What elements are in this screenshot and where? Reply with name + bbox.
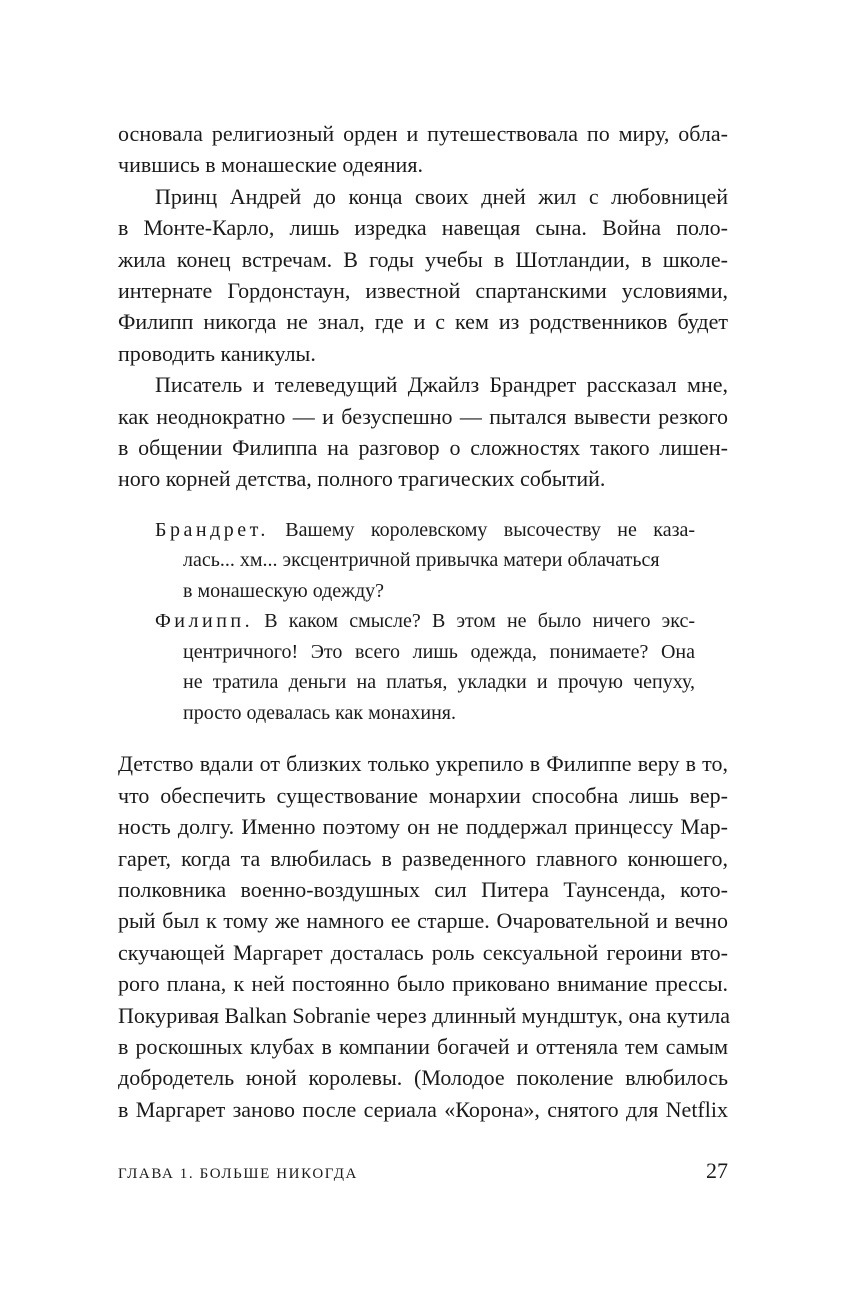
page-footer	[118, 1158, 728, 1184]
speaker-name: Брандрет.	[155, 518, 269, 541]
text-line: добродетель юной королевы. (Молодое поколение влюбилось	[118, 1065, 728, 1091]
text-line: ность долгу. Именно поэтому он не поддержал принцессу Мар-	[118, 814, 728, 840]
dialogue-continuation	[183, 637, 695, 729]
text-line: Писатель и телеведущий Джайлз Брандрет рассказал мне,	[155, 372, 728, 398]
text-line: жила конец встречам. В годы учебы в Шотландии, в школе-	[118, 246, 728, 272]
text-line: в общении Филиппа на разговор о сложностях такого лишен-	[118, 435, 728, 461]
dialogue-line: лась... хм... эксцентричной привычка матери облачаться	[183, 549, 660, 572]
running-head: ГЛАВА 1. БОЛЬШЕ НИКОГДА	[118, 1166, 358, 1182]
speaker-name: Филипп.	[155, 610, 254, 633]
paragraph	[118, 118, 728, 181]
text-line: скучающей Маргарет досталась роль сексуальной героини вто-	[118, 939, 728, 965]
text-line: рого плана, к ней постоянно было приковано внимание прессы.	[118, 971, 728, 997]
dialogue-entry	[155, 606, 695, 728]
text-line: полковника военно-воздушных сил Питера Таунсенда, кото-	[118, 877, 728, 902]
dialogue-line	[155, 606, 695, 637]
text-line: что обеспечить существование монархии способна лишь вер-	[118, 782, 728, 808]
dialogue-block	[155, 515, 695, 729]
text-line: проводить каникулы.	[118, 340, 316, 366]
dialogue-line: просто одевалась как монахиня.	[183, 701, 456, 724]
dialogue-line: не тратила деньги на платья, укладки и прочую чепуху,	[183, 671, 695, 694]
body-text	[118, 118, 731, 1125]
paragraph	[118, 181, 728, 369]
text-line: в Маргарет заново после сериала «Корона», снятого для Netflix	[118, 1096, 728, 1122]
text-line: гарет, когда та влюбилась в разведенного главного конюшего,	[118, 845, 728, 871]
page-number: 27	[706, 1158, 728, 1183]
paragraph	[118, 748, 731, 1125]
paragraph	[118, 369, 728, 495]
dialogue-entry	[155, 515, 695, 607]
text-line: как неоднократно — и безуспешно — пытался вывести резкого	[118, 403, 728, 429]
dialogue-line	[155, 515, 695, 546]
dialogue-line: центричного! Это всего лишь одежда, понимаете? Она	[183, 640, 695, 663]
text-line: Детство вдали от близких только укрепило в Филиппе веру в то,	[118, 751, 728, 777]
text-line: Принц Андрей до конца своих дней жил с любовницей	[155, 183, 728, 209]
text-line: Филипп никогда не знал, где и с кем из родственников будет	[118, 309, 728, 335]
dialogue-text: В каком смысле? В этом не было ничего экс-	[264, 610, 695, 633]
text-line: чившись в монашеские одеяния.	[118, 152, 423, 178]
text-line: Покуривая Balkan Sobranie через длинный мундштук, она кутила	[118, 1002, 731, 1028]
text-line: в роскошных клубах в компании богачей и оттеняла тем самым	[118, 1034, 728, 1060]
spacer	[118, 728, 728, 748]
text-line: основала религиозный орден и путешествовала по миру, обла-	[118, 121, 728, 146]
dialogue-line: в монашескую одежду?	[183, 579, 385, 602]
text-line: рый был к тому же намного ее старше. Очаровательной и вечно	[118, 908, 728, 934]
text-line: интернате Гордонстаун, известной спартанскими условиями,	[118, 278, 728, 304]
spacer	[118, 495, 728, 515]
dialogue-continuation	[183, 545, 695, 606]
dialogue-text: Вашему королевскому высочеству не каза-	[285, 518, 696, 541]
text-line: в Монте-Карло, лишь изредка навещая сына. Война поло-	[118, 215, 728, 241]
text-line: ного корней детства, полного трагических событий.	[118, 466, 606, 492]
